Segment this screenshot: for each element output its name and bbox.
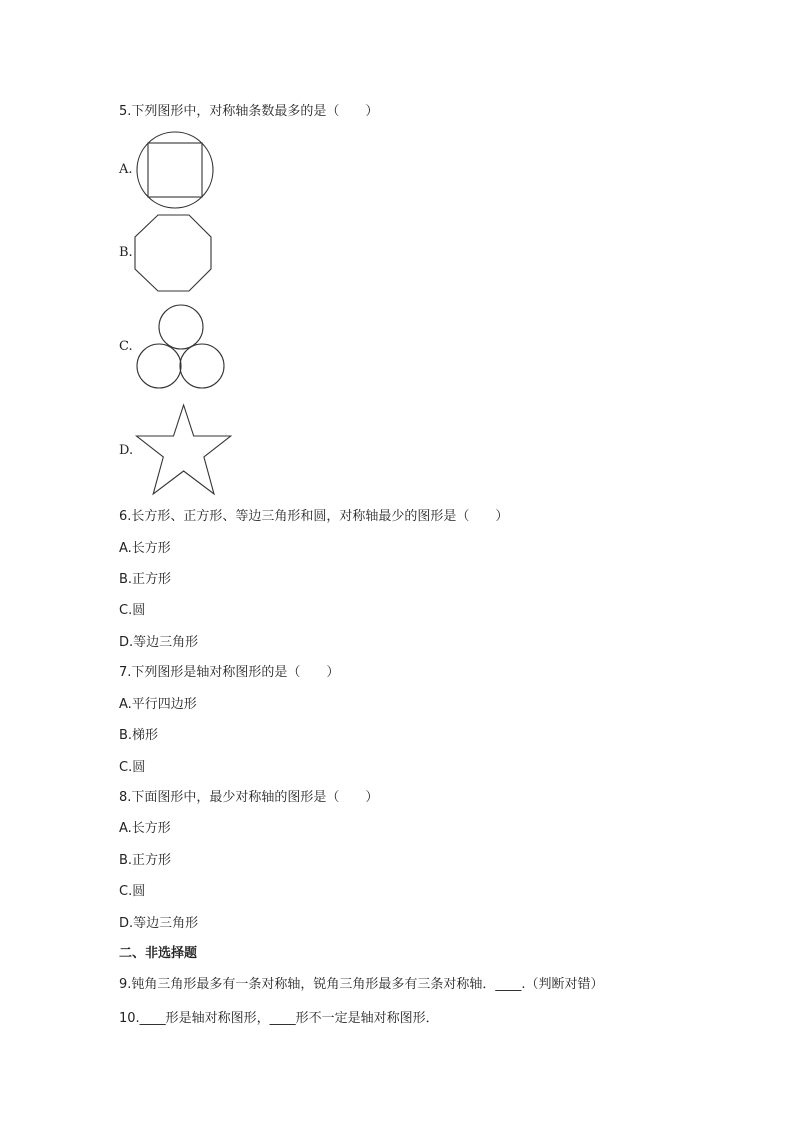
q5-option-a-label: A.: [119, 162, 133, 177]
q5-option-c-label: C.: [119, 339, 133, 354]
five-pointed-star-icon: [133, 403, 235, 499]
q5-option-d-label: D.: [119, 443, 134, 458]
section-heading: 二、非选择题: [119, 946, 198, 961]
q6-option-c: C.圆: [119, 603, 146, 618]
q7-option-a: A.平行四边形: [119, 697, 197, 712]
q8-option-b: B.正方形: [119, 853, 172, 868]
q5-stem: 5.下列图形中，对称轴条数最多的是（ ）: [119, 104, 379, 119]
q6-option-b: B.正方形: [119, 572, 172, 587]
q9-text: 9.钝角三角形最多有一条对称轴，锐角三角形最多有三条对称轴．____.（判断对错）: [119, 977, 604, 992]
three-circles-icon: [134, 303, 228, 391]
q7-stem: 7.下列图形是轴对称图形的是（ ）: [119, 665, 340, 680]
q6-option-a: A.长方形: [119, 541, 171, 556]
q5-option-b-label: B.: [119, 245, 133, 260]
q8-stem: 8.下面图形中，最少对称轴的图形是（ ）: [119, 790, 379, 805]
square-inscribed-in-circle-icon: [135, 131, 217, 213]
q8-option-a: A.长方形: [119, 821, 171, 836]
q6-option-d: D.等边三角形: [119, 635, 199, 650]
q7-option-b: B.梯形: [119, 728, 159, 743]
q8-option-d: D.等边三角形: [119, 916, 199, 931]
q8-option-c: C.圆: [119, 884, 146, 899]
q6-stem: 6.长方形、正方形、等边三角形和圆，对称轴最少的图形是（ ）: [119, 509, 509, 524]
q10-text: 10.____形是轴对称图形，____形不一定是轴对称图形．: [119, 1011, 439, 1026]
octagon-icon: [131, 212, 215, 294]
q7-option-c: C.圆: [119, 760, 146, 775]
